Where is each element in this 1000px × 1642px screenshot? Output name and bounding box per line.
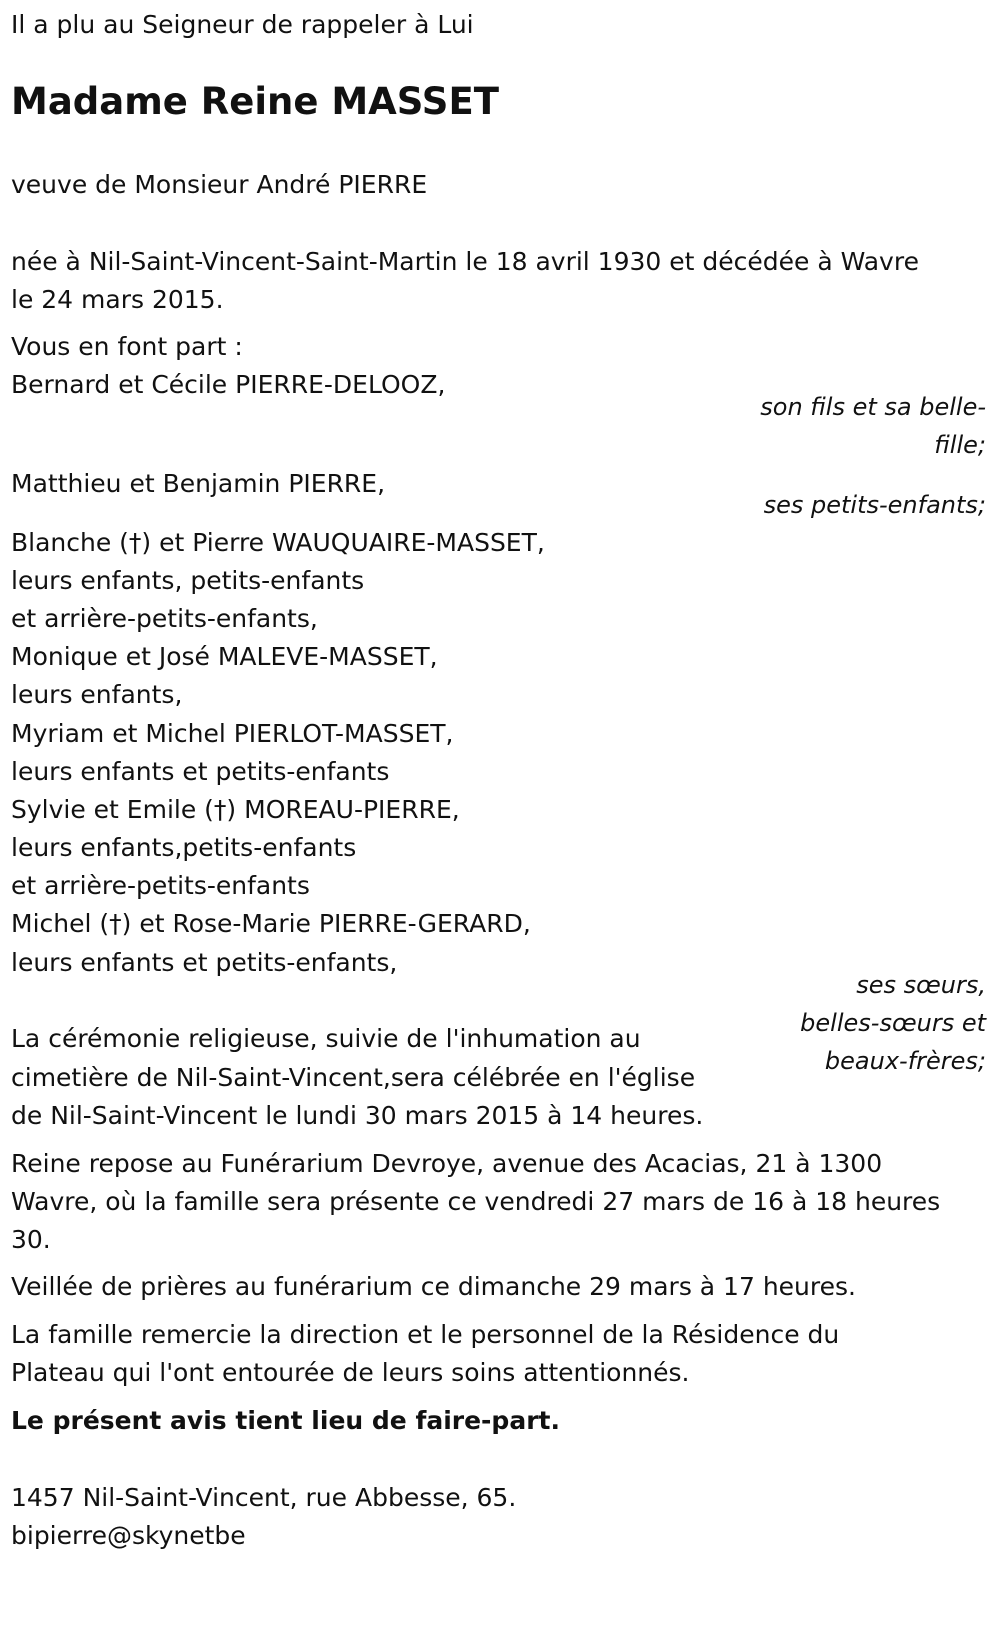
announce-text: Vous en font part : <box>11 332 243 361</box>
deceased-name: Madame Reine MASSET <box>11 80 499 123</box>
family-line: leurs enfants et petits-enfants, <box>11 948 398 977</box>
family-line: Michel (†) et Rose-Marie PIERRE-GERARD, <box>11 909 531 938</box>
relation-son-2: fille; <box>934 431 986 459</box>
ceremony-line-3: de Nil-Saint-Vincent le lundi 30 mars 2015 à 14 heures. <box>11 1101 704 1130</box>
family-line: leurs enfants,petits-enfants <box>11 833 357 862</box>
notice-text: Le présent avis tient lieu de faire-part. <box>11 1406 560 1435</box>
visitation-line-3: 30. <box>11 1225 51 1254</box>
spouse-text: veuve de Monsieur André PIERRE <box>11 170 428 199</box>
family-line: leurs enfants et petits-enfants <box>11 757 390 786</box>
thanks-line-1: La famille remercie la direction et le personnel de la Résidence du <box>11 1320 840 1349</box>
email-text: bipierre@skynetbe <box>11 1521 246 1550</box>
relation-siblings-1: ses sœurs, <box>856 971 986 999</box>
ceremony-line-1: La cérémonie religieuse, suivie de l'inhumation au <box>11 1024 641 1053</box>
family-line: leurs enfants, <box>11 680 183 709</box>
visitation-line-2: Wavre, où la famille sera présente ce vendredi 27 mars de 16 à 18 heures <box>11 1187 941 1216</box>
family-line: Sylvie et Emile (†) MOREAU-PIERRE, <box>11 795 460 824</box>
relation-siblings-2: belles-sœurs et <box>800 1009 986 1037</box>
visitation-line-1: Reine repose au Funérarium Devroye, avenue des Acacias, 21 à 1300 <box>11 1149 883 1178</box>
family-line: Myriam et Michel PIERLOT-MASSET, <box>11 719 454 748</box>
thanks-line-2: Plateau qui l'ont entourée de leurs soins attentionnés. <box>11 1358 690 1387</box>
intro-text: Il a plu au Seigneur de rappeler à Lui <box>11 10 474 39</box>
relation-siblings-3: beaux-frères; <box>824 1047 986 1075</box>
family-line: Monique et José MALEVE-MASSET, <box>11 642 438 671</box>
address-text: 1457 Nil-Saint-Vincent, rue Abbesse, 65. <box>11 1483 517 1512</box>
family-line: et arrière-petits-enfants, <box>11 604 318 633</box>
relation-grandchildren: ses petits-enfants; <box>763 491 986 519</box>
family-line: Bernard et Cécile PIERRE-DELOOZ, <box>11 370 446 399</box>
birth-death-line-1: née à Nil-Saint-Vincent-Saint-Martin le 18 avril 1930 et décédée à Wavre <box>11 247 919 276</box>
vigil-text: Veillée de prières au funérarium ce dimanche 29 mars à 17 heures. <box>11 1272 856 1301</box>
relation-son-1: son fils et sa belle- <box>760 393 986 421</box>
family-line: leurs enfants, petits-enfants <box>11 566 365 595</box>
family-line: Matthieu et Benjamin PIERRE, <box>11 469 386 498</box>
family-line: Blanche (†) et Pierre WAUQUAIRE-MASSET, <box>11 528 545 557</box>
ceremony-line-2: cimetière de Nil-Saint-Vincent,sera célébrée en l'église <box>11 1063 696 1092</box>
birth-death-line-2: le 24 mars 2015. <box>11 285 224 314</box>
family-line: et arrière-petits-enfants <box>11 871 310 900</box>
